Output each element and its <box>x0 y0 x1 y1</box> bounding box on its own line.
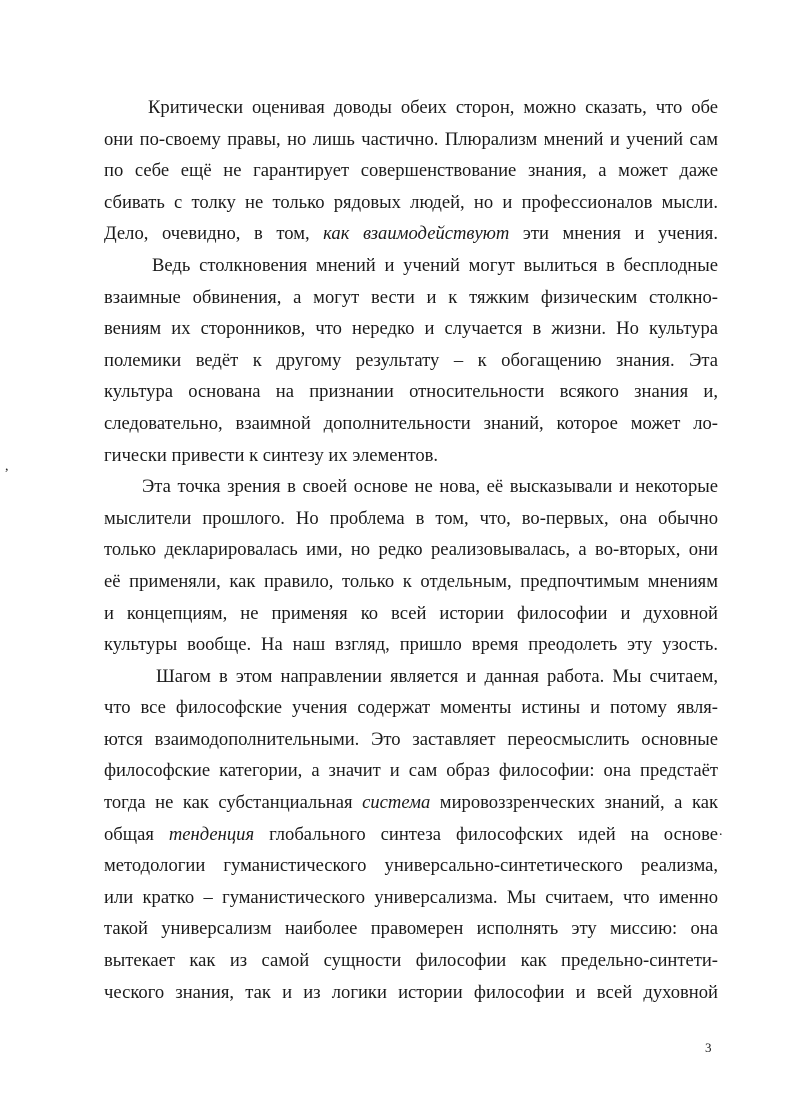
italic-run: тенденция <box>168 823 255 845</box>
text-line: они по-своему правы, но лишь частично. Плюрализм мнений и учений сам <box>104 128 718 150</box>
document-body <box>104 92 718 1008</box>
text-line: сбивать с толку не только рядовых людей, но и профессионалов мысли. <box>104 191 718 213</box>
italic-run: как взаимодействуют <box>323 223 510 245</box>
paragraph-2 <box>104 250 718 471</box>
text-line: следовательно, взаимной дополнительности знаний, которое может ло- <box>104 412 718 434</box>
paragraph-1 <box>104 92 718 250</box>
text-line: полемики ведёт к другому результату – к обогащению знания. Эта <box>104 349 718 371</box>
text-line: Критически оценивая доводы обеих сторон, можно сказать, что обе <box>148 97 718 118</box>
text-line: Ведь столкновения мнений и учений могут вылиться в бесплодные <box>152 254 718 276</box>
text-run: эти мнения и учения. <box>509 223 718 245</box>
text-run: тогда не как субстанциальная <box>104 792 363 814</box>
text-run: мировоззренческих знаний, а как <box>430 792 718 814</box>
text-line: только декларировалась ими, но редко реализовывалась, а во-вторых, они <box>104 539 718 561</box>
text-run: общая <box>104 823 169 845</box>
text-line: гически привести к синтезу их элементов. <box>104 444 439 466</box>
text-line: ются взаимодополнительными. Это заставляет переосмыслить основные <box>104 728 718 750</box>
text-line: философские категории, а значит и сам образ философии: она предстаёт <box>104 760 718 782</box>
text-line: и концепциям, не применяя ко всей истории философии и духовной <box>104 602 718 624</box>
text-line: Эта точка зрения в своей основе не нова, её высказывали и некоторые <box>142 476 718 498</box>
text-line: вытекает как из самой сущности философии как предельно-синтети- <box>104 950 718 972</box>
paragraph-4 <box>104 661 718 1009</box>
text-line: мыслители прошлого. Но проблема в том, что, во-первых, она обычно <box>104 507 718 529</box>
text-line: по себе ещё не гарантирует совершенствование знания, а может даже <box>104 160 718 182</box>
text-line: Шагом в этом направлении является и данная работа. Мы считаем, <box>156 665 718 687</box>
page-number: 3 <box>705 1040 712 1055</box>
text-line: методологии гуманистического универсально-синтетического реализма, <box>104 855 718 877</box>
text-line: вениям их сторонников, что нередко и случается в жизни. Но культура <box>104 318 718 340</box>
italic-run: система <box>362 792 431 814</box>
text-line: ческого знания, так и из логики истории философии и всей духовной <box>104 981 718 1003</box>
text-line: что все философские учения содержат моменты истины и потому явля- <box>104 697 718 719</box>
text-line-mixed <box>104 787 718 819</box>
margin-mark: , <box>5 459 9 474</box>
right-margin-mark: . <box>719 824 723 839</box>
text-line: культура основана на признании относительности всякого знания и, <box>104 381 718 403</box>
text-run: Дело, очевидно, в том, <box>104 223 324 245</box>
paragraph-3 <box>104 471 718 661</box>
text-line: взаимные обвинения, а могут вести и к тяжким физическим столкно- <box>104 286 718 308</box>
text-line: или кратко – гуманистического универсализма. Мы считаем, что именно <box>104 886 718 908</box>
text-line-mixed <box>104 819 718 851</box>
text-line: её применяли, как правило, только к отдельным, предпочтимым мнениям <box>104 570 718 592</box>
text-line: культуры вообще. На наш взгляд, пришло время преодолеть эту узость. <box>104 634 718 656</box>
text-run: глобального синтеза философских идей на основе <box>254 823 718 845</box>
text-line: такой универсализм наиболее правомерен исполнять эту миссию: она <box>104 918 718 940</box>
text-line-mixed <box>104 218 718 250</box>
